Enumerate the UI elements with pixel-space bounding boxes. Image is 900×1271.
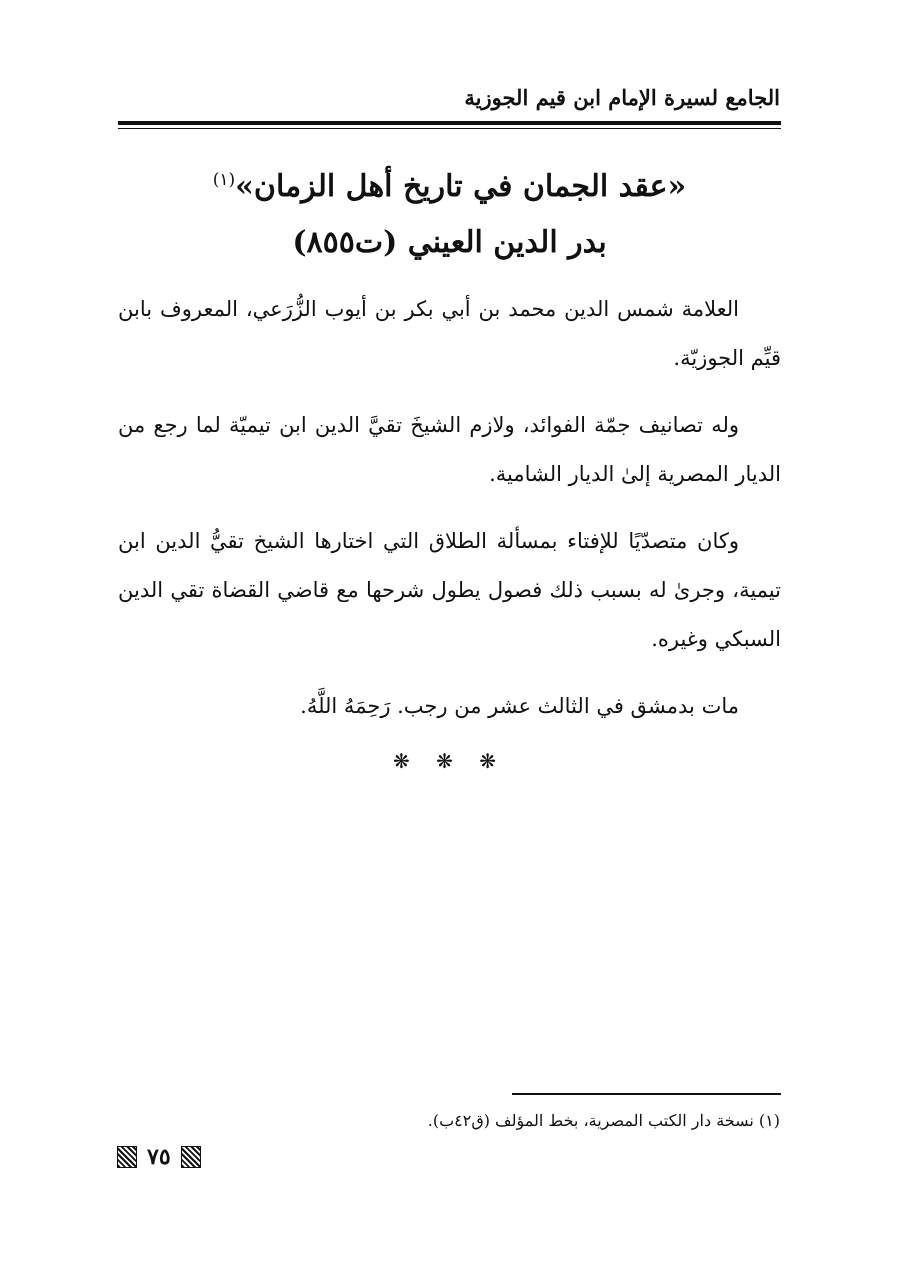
paragraph-3: وكان متصدّيًا للإفتاء بمسألة الطلاق التي اختارها الشيخ تقيُّ الدين ابن تيمية، وجرىٰ له بسبب ذلك فصول يطول شرحها مع قاضي القضاة تقي الدين السبكي وغيره.: [118, 529, 781, 651]
ornament-icon: [117, 1146, 137, 1168]
section-title-text: «عقد الجمان في تاريخ أهل الزمان»: [235, 169, 687, 204]
section-title-block: [118, 152, 781, 271]
footnote-rule: [512, 1093, 781, 1095]
section-title: [118, 152, 781, 215]
paragraph-1: العلامة شمس الدين محمد بن أبي بكر بن أيوب الزُّرَعي، المعروف بابن قيِّم الجوزيّة.: [118, 297, 781, 370]
paragraph-4: مات بدمشق في الثالث عشر من رجب. رَحِمَهُ اللَّهُ.: [300, 694, 739, 718]
running-header: الجامع لسيرة الإمام ابن قيم الجوزية: [464, 85, 780, 110]
footnote: (١) نسخة دار الكتب المصرية، بخط المؤلف (ق٤٢ب).: [427, 1111, 780, 1130]
page-number-block: [117, 1142, 201, 1172]
paragraph-2: وله تصانيف جمّة الفوائد، ولازم الشيخَ تقيَّ الدين ابن تيميّة لما رجع من الديار المصرية إلىٰ الديار الشامية.: [118, 413, 781, 486]
section-subtitle: بدر الدين العيني (ت٨٥٥): [292, 225, 607, 260]
section-separator: ❋ ❋ ❋: [393, 749, 506, 773]
ornament-icon: [181, 1146, 201, 1168]
page-number: ٧٥: [147, 1144, 171, 1170]
header-rule-thin: [118, 128, 781, 129]
footnote-marker: (١): [212, 170, 236, 190]
header-rule-thick: [118, 121, 781, 125]
body-text: [118, 285, 781, 773]
